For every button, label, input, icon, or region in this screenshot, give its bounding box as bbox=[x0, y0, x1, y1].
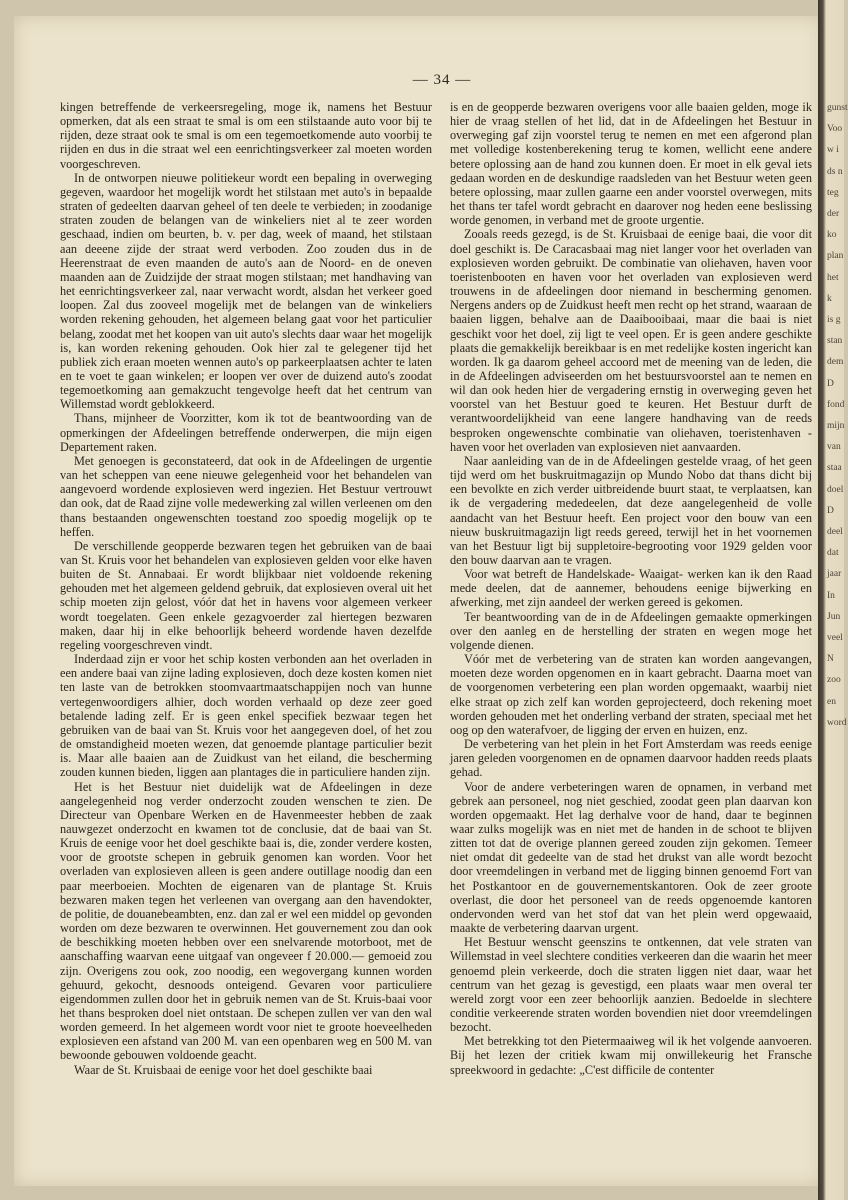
adjacent-page-margin bbox=[827, 98, 848, 734]
right-column bbox=[450, 100, 812, 1180]
paragraph: Het Bestuur wenscht geenszins te ontkennen, dat vele straten van Willemstad in veel slechtere condities verkeeren dan die waarin het meer genoemd plein verkeerde, doch die straten liggen niet daar, waar het centrum van het gezag is gevestigd, een plaats waar men overal ter wereld zorgt voor een zeer behoorlijk aanzien. Bedoelde in slechtere conditie verkeerende straten worden bovendien niet door vreemdelingen bezocht. bbox=[450, 935, 812, 1035]
margin-fragment: doel bbox=[827, 484, 844, 495]
paragraph: Inderdaad zijn er voor het schip kosten verbonden aan het overladen in een andere baai van zijne lading explosieven, doch deze kosten komen niet ten laste van de betrokken stoomvaartmaatschappijen noch van hunne vertegenwoordigers alhier, doch worden verhaald op deze zeer goed betalende lading zelf. Er is geen enkel specifiek bezwaar tegen het gebruiken van de baai van St. Kruis voor het aangegeven doel, of het zou de omstandigheid moeten wezen, dat genoemde plantage particulier bezit is. Maar alle baaien aan de Zuidkust van het eiland, die bescherming zouden kunnen bieden, liggen aan plantages die in particuliere handen zijn. bbox=[60, 652, 432, 780]
paragraph: In de ontworpen nieuwe politiekeur wordt een bepaling in overweging gegeven, waardoor het mogelijk wordt het stilstaan met auto's in bepaalde straten of gedeelten daarvan geheel of ten deele te verbieden; in zoodanige straten zouden de belangen van de winkeliers niet al te zeer worden geschaad, indien om beurten, b. v. per dag, week of maand, het stilstaan aan deeene zijde der straat werd verboden. Zoo zouden dus in de Heerenstraat de even maanden de auto's aan de Noord- en de oneven maanden aan de Zuidzijde der straat mogen stilstaan; met handhaving van het eenrichtingsverkeer zal, naar verwacht wordt, alsdan het verkeer goed loopen. Zal dus zooveel mogelijk met de belangen van de winkeliers worden rekening gehouden, het algemeen belang gaat voor het particulier belang, zoodat met het koopen van uit auto's slechts daar waar het mogelijk is, kan worden rekening gehouden. Ook hier zal te gelegener tijd het publiek zich eraan moeten wennen auto's op parkeerplaatsen achter te laten en te voet te gaan winkelen; er loopen ver over de duizend auto's zoodat tegemoetkoming aan gemakzucht tengevolge heeft dat het centrum van Willemstad wordt geblokkeerd. bbox=[60, 170, 432, 412]
paragraph: Zooals reeds gezegd, is de St. Kruisbaai de eenige baai, die voor dit doel geschikt is. De Caracasbaai mag niet langer voor het overladen van explosieven worden gebruikt. De combinatie van oliehaven, haven voor toeristenbooten en haven voor het overladen van explosieven werd trouwens in de afdeelingen door niemand in bescherming genomen. Nergens anders op de Zuidkust heeft men recht op het strand, waaraan de baaien liggen, behalve aan de Daaibooibaai, maar die baai is niet geschikt voor het doel, zij ligt te veel open. Er is geen andere geschikte plaats die gemakkelijk bereikbaar is en met redelijke kosten ingericht kan worden. Ik ga daarom geheel accoord met de meening van de leden, die in de Afdeelingen adviseerden om het bestuursvoorstel aan te nemen en wil dan ook heden hier de vergadering ernstig in overweging geven het voorstel van het Bestuur goed te keuren. Het Bestuur durft de verantwoordelijkheid van eene langere handhaving van de reeds besproken ongewenschte combinatie van oliehaven, toeristenhaven - haven voor het overladen van explosieven niet aanvaarden. bbox=[450, 227, 812, 454]
paragraph: Vóór met de verbetering van de straten kan worden aangevangen, moeten deze worden opgenomen en in kaart gebracht. Daarna moet van de voorgenomen verbetering een plan worden opgemaakt, waarbij niet elke straat op zich zelf kan worden geprojecteerd, doch rekening moet worden gehouden met het onderling verband der straten, speciaal met het oog op den waterafvoer, de ligging der erven en huizen, enz. bbox=[450, 652, 812, 737]
margin-fragment: word bbox=[827, 717, 847, 728]
margin-fragment: het bbox=[827, 272, 839, 283]
margin-fragment: deel bbox=[827, 527, 843, 538]
margin-fragment: Jun bbox=[827, 611, 841, 622]
margin-fragment: stan bbox=[827, 336, 843, 347]
paragraph: Voor wat betreft de Handelskade- Waaigat- werken kan ik den Raad mede deelen, dat de aannemer, behoudens eenige bijwerking en afwerking, met zijn aandeel der werken gereed is gekomen. bbox=[450, 567, 812, 610]
paragraph: Naar aanleiding van de in de Afdeelingen gestelde vraag, of het geen tijd werd om het buskruitmagazijn op Mundo Nobo dat thans dicht bij een bevolkte en zich verder uitbreidende buurt staat, te verplaatsen, kan ik de vergadering mededeelen, dat deze aangelegenheid de volle aandacht van het Bestuur heeft. Een project voor den bouw van een nieuw buskruitmagazijn ligt reeds gereed, terwijl het in het voornemen van het Bestuur ligt bij suppletoire-begrooting voor 1929 gelden voor den bouw daarvan aan te vragen. bbox=[450, 453, 812, 567]
margin-fragment: N bbox=[827, 654, 834, 665]
margin-fragment: ko bbox=[827, 230, 837, 241]
paragraph: Waar de St. Kruisbaai de eenige voor het doel geschikte baai bbox=[74, 1062, 373, 1077]
margin-fragment: Voo bbox=[827, 124, 843, 135]
margin-fragment: plan bbox=[827, 251, 844, 262]
margin-fragment: In bbox=[827, 590, 835, 601]
margin-fragment: mijn bbox=[827, 421, 845, 432]
margin-fragment: k bbox=[827, 293, 832, 304]
margin-fragment: teg bbox=[827, 187, 839, 198]
margin-fragment: jaar bbox=[827, 569, 842, 580]
margin-fragment: staa bbox=[827, 463, 842, 474]
margin-fragment: fond bbox=[827, 399, 845, 410]
margin-fragment: D bbox=[827, 505, 834, 516]
margin-fragment: veel bbox=[827, 633, 843, 644]
paragraph: Het is het Bestuur niet duidelijk wat de Afdeelingen in deze aangelegenheid nog verder onderzocht zouden wenschen te zien. De Directeur van Openbare Werken en de Havenmeester hebben de zaak nauwgezet onderzocht en kwamen tot de conclusie, dat de baai van St. Kruis de eenige voor het doel geschikte baai is, die, zonder verdere kosten, voor de grootste schepen in gebruik genomen kan worden. Voor het overladen van explosieven alleen is geen andere outillage noodig dan een paar meerboeien. Mochten de eigenaren van de plantage St. Kruis bezwaren maken tegen het verleenen van overgang aan den havendokter, de politie, de douanebeambten, enz. dan zal er wel een middel op gevonden worden om deze bezwaren te overwinnen. Het gouvernement zou dan ook de beschikking moeten hebben over een snelvarende motorboot, met de aanschaffing waarvan eene uitgaaf van ongeveer f 20.000.— gemoeid zou zijn. Overigens zou ook, zoo noodig, een wegovergang kunnen worden gehuurd, gekocht, desnoods onteigend. Gevaren voor particuliere eigendommen zullen door het in gebruik nemen van de St. Kruis-baai voor het thans besproken doel niet ontstaan. De schepen zullen ver van den wal worden gemeerd. In het algemeen wordt voor niet te groote hoeveelheden explosieven een afstand van 200 M. van een openbaren weg en 500 M. van bewoonde gebouwen voldoende geacht. bbox=[60, 779, 432, 1063]
margin-fragment: van bbox=[827, 442, 841, 453]
page-number: — 34 — bbox=[412, 72, 472, 88]
left-column bbox=[60, 100, 432, 1180]
margin-fragment: der bbox=[827, 209, 840, 220]
margin-fragment: D bbox=[827, 378, 834, 389]
margin-fragment: dem bbox=[827, 357, 844, 368]
margin-fragment: w i bbox=[827, 145, 839, 156]
paragraph: is en de geopperde bezwaren overigens voor alle baaien gelden, moge ik hier de vraag stellen of het lid, dat in de Afdeelingen het Bestuur in overweging gaf zijn voorstel terug te nemen en met een afgerond plan met volledige kostenberekening terug te komen, wellicht eene andere betere oplossing aan de hand zou kunnen doen. Er moet in elk geval iets gedaan worden en de deskundige raadsleden van het Bestuur weten geen betere oplossing, maar zullen gaarne een ander voorstel overwegen, mits het thans ter tafel wordt gebracht en daarover nog heden eene beslissing worde genomen, in verband met de groote urgentie. bbox=[450, 100, 812, 228]
paragraph: Met genoegen is geconstateerd, dat ook in de Afdeelingen de urgentie van het scheppen van eene nieuwe gelegenheid voor het behandelen van aangevoerd wordende explosieven werd ingezien. Het Bestuur vertrouwt dan ook, dat de Raad zijne volle medewerking zal willen verleenen om den thans bestaanden ongewenschten toestand zoo spoedig mogelijk op te heffen. bbox=[60, 453, 432, 539]
margin-fragment: is g bbox=[827, 315, 841, 326]
paragraph: kingen betreffende de verkeersregeling, moge ik, namens het Bestuur opmerken, dat als een straat te smal is om een stilstaande auto voor bij te rijden, deze straat ook te smal is om een tegemoetkomende auto voorbij te rijden en dus in die straat wel een eenrichtingsverkeer zal moeten worden voorgeschreven. bbox=[60, 100, 432, 171]
margin-fragment: gunst bbox=[827, 103, 848, 113]
margin-fragment: zoo bbox=[827, 675, 841, 686]
paragraph: Thans, mijnheer de Voorzitter, kom ik tot de beantwoording van de opmerkingen der Afdeelingen betreffende onderwerpen, die mijn eigen Departement raken. bbox=[60, 411, 432, 454]
paragraph: Ter beantwoording van de in de Afdeelingen gemaakte opmerkingen over den aanleg en de herstelling der straten en wegen moge het volgende dienen. bbox=[450, 609, 812, 652]
margin-fragment: ds n bbox=[827, 166, 843, 177]
paragraph: Met betrekking tot den Pietermaaiweg wil ik het volgende aanvoeren. Bij het lezen der critiek kwam mij onwillekeurig het Fransche spreekwoord in gedachte: „C'est difficile de contenter bbox=[450, 1034, 812, 1077]
paragraph: Voor de andere verbeteringen waren de opnamen, in verband met gebrek aan personeel, nog niet geschied, zoodat geen plan daarvan kon worden opgemaakt. Het lag derhalve voor de hand, daar te beginnen waar zulks mogelijk was en niet met de handen in de schoot te blijven zitten tot dat de overige plannen gereed zouden zijn gekomen. Temeer niet omdat dit gedeelte van de stad het drukst van alle wordt bezocht door vreemdelingen in verband met de ligging binnen genoemd Fort van het Postkantoor en de gouvernementskantoren. Ook de zeer groote overlast, die door het personeel van de reeds opgenoemde kantoren ondervonden werd van het stof dat van het plein werd opgewaaid, maakte de verbetering daarvan urgent. bbox=[450, 779, 812, 936]
margin-fragment: dat bbox=[827, 548, 839, 559]
margin-fragment: en bbox=[827, 696, 836, 707]
paragraph: De verschillende geopperde bezwaren tegen het gebruiken van de baai van St. Kruis voor het behandelen van explosieven gelden voor elke haven buiten de St. Annabaai. Er wordt blijkbaar niet voldoende rekening gehouden met het algemeen geldend gebruik, dat explosieven overal uit het schip moeten zijn gelost, vóór dat het in havens voor algemeen verkeer wordt toegelaten. Geen enkele gezagvoerder zal hiertegen bezwaren maken, daar hij in elke behoorlijk beheerd wordende haven dezelfde regeling voorgeschreven vindt. bbox=[60, 538, 432, 652]
paragraph: De verbetering van het plein in het Fort Amsterdam was reeds eenige jaren geleden voorgenomen en de opnamen daarvoor hadden reeds plaats gehad. bbox=[450, 737, 812, 780]
